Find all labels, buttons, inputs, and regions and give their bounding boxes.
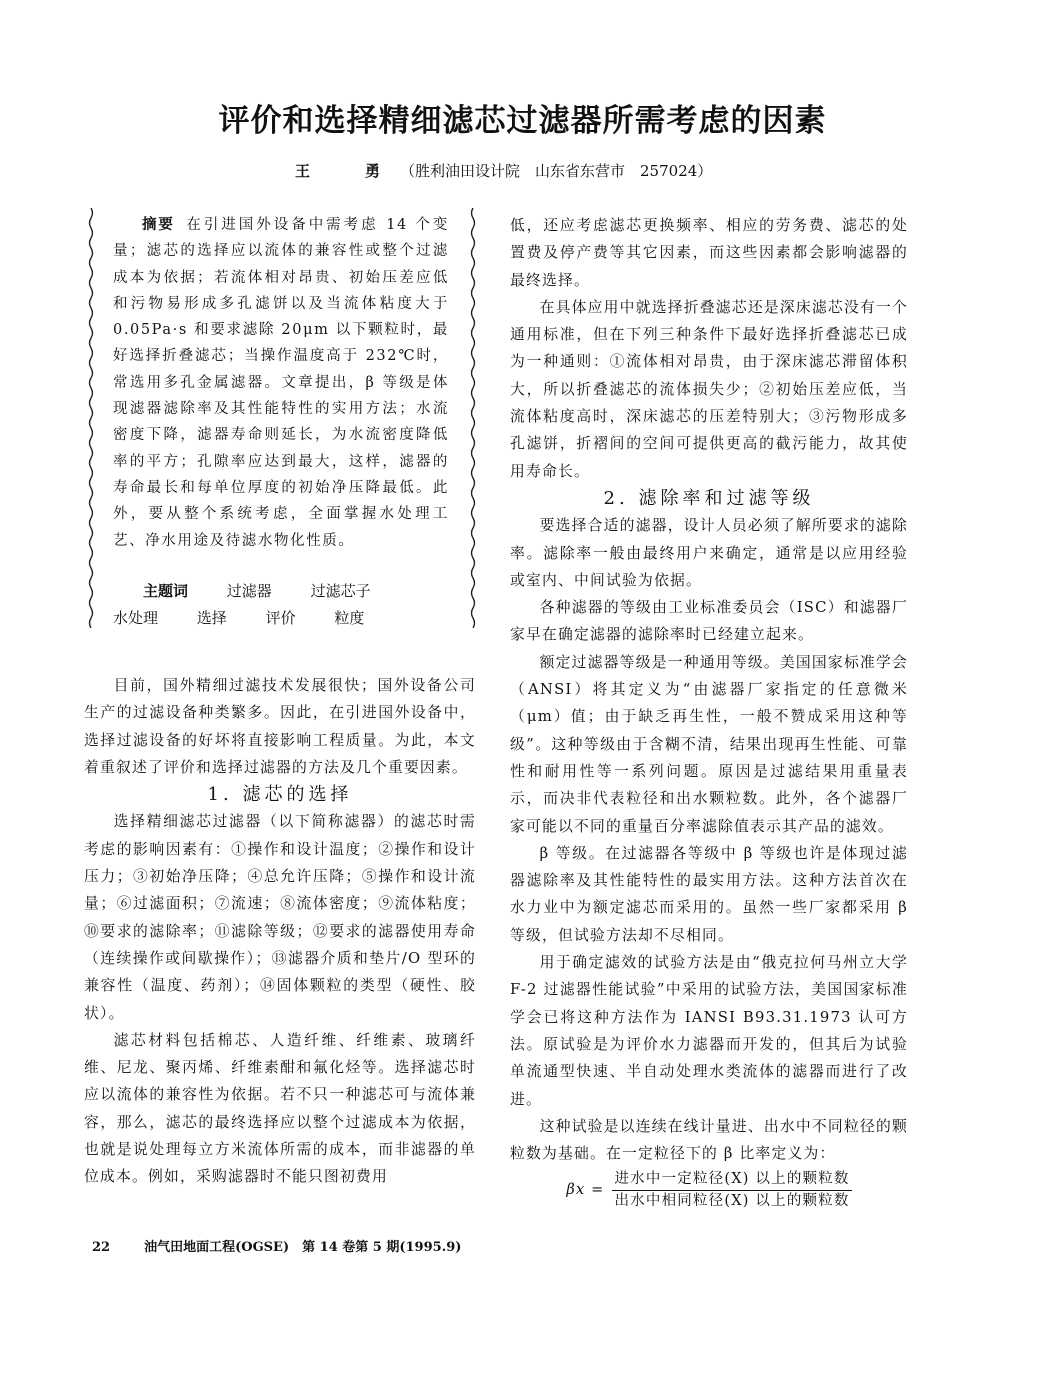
abstract-text xyxy=(113,212,449,554)
paragraph: 滤芯材料包括棉芯、人造纤维、纤维素、玻璃纤维、尼龙、聚丙烯、纤维素酣和氟化烃等。选择滤芯时应以流体的兼容性为依据。若不只一种滤芯可与流体兼容，那么，滤芯的最终选择应以整个过滤成本为依据，也就是说处理每立方米流体所需的成本，而非滤器的单位成本。例如，采购滤器时不能只图初费用 xyxy=(84,1031,476,1186)
formula-numerator: 进水中一定粒径(X) 以上的颗粒数 xyxy=(612,1169,851,1191)
paragraph: 各种滤器的等级由工业标准委员会（ISC）和滤器厂家早在确定滤器的滤除率时已经建立起来。 xyxy=(510,599,908,644)
section-1-heading: 1. 滤芯的选择 xyxy=(207,784,353,806)
keyword: 水处理 xyxy=(113,609,159,627)
keyword: 过滤器 xyxy=(226,582,272,600)
keywords xyxy=(113,578,453,632)
keyword: 评价 xyxy=(265,609,296,627)
intro-paragraph: 目前，国外精细过滤技术发展很快；国外设备公司生产的过滤设备种类繁多。因此，在引进国外设备中，选择过滤设备的好坏将直接影响工程质量。为此，本文着重叙述了评价和选择过滤器的方法及几个重要因素。 xyxy=(84,677,476,776)
section-2-heading: 2. 滤除率和过滤等级 xyxy=(603,487,815,509)
formula-lhs: βx = xyxy=(566,1182,605,1199)
formula-denominator: 出水中相同粒径(X) 以上的颗粒数 xyxy=(614,1193,850,1210)
keyword: 选择 xyxy=(196,609,227,627)
keyword: 粒度 xyxy=(334,609,365,627)
paragraph: 额定过滤器等级是一种通用等级。美国国家标准学会（ANSI）将其定义为“由滤器厂家指定的任意微米（μm）值；由于缺乏再生性，一般不赞成采用这种等级”。这种等级由于含糊不清，结果出现再生性能、可靠性和耐用性等一系列问题。原因是过滤结果用重量表示，而决非代表粒径和出水颗粒数。此外，各个滤器厂家可能以不同的重量百分率滤除值表示其产品的滤效。 xyxy=(510,653,908,835)
paragraph: β 等级。在过滤器各等级中 β 等级也许是体现过滤器滤除率及其性能特性的最实用方法。这种方法首次在水力业中为额定滤芯而采用的。虽然一些厂家都采用 β 等级，但试验方法却不尽相同。 xyxy=(510,844,908,944)
abstract-label: 摘要 xyxy=(142,217,175,233)
formula-fraction xyxy=(612,1169,851,1212)
paragraph-continued: 低，还应考虑滤芯更换频率、相应的劳务费、滤芯的处置费及停产费等其它因素，而这些因素都会影响滤器的最终选择。 xyxy=(510,217,908,289)
abstract-left-border xyxy=(87,208,95,628)
abstract-box xyxy=(93,208,467,628)
paragraph: 这种试验是以连续在线计量进、出水中不同粒径的颗粒数为基础。在一定粒径下的 β 比率定义为： xyxy=(510,1117,908,1163)
paragraph: 选择精细滤芯过滤器（以下简称滤器）的滤芯时需考虑的影响因素有：①操作和设计温度；②操作和设计压力；③初始净压降；④总允许压降；⑤操作和设计流量；⑥过滤面积；⑦流速；⑧流体密度；⑨流体粘度；⑩要求的滤除率；⑪滤除等级；⑫要求的滤器使用寿命（连续操作或间歇操作）；⑬滤器介质和垫片/O 型环的兼容性（温度、药剂）；⑭固体颗粒的类型（硬性、胶状）。 xyxy=(84,813,476,1022)
paper-title: 评价和选择精细滤芯过滤器所需考虑的因素 xyxy=(218,103,827,139)
paragraph: 要选择合适的滤器，设计人员必须了解所要求的滤除率。滤除率一般由最终用户来确定，通常是以应用经验或室内、中间试验为依据。 xyxy=(510,517,908,589)
right-column xyxy=(510,212,908,1212)
keywords-line-2 xyxy=(113,605,453,632)
paragraph: 用于确定滤效的试验方法是由“俄克拉何马州立大学 F-2 过滤器性能试验”中采用的试验方法，美国国家标准学会已将这种方法作为 IANSI B93.31.1973 认可方法。原试验是为评价水力滤器而开发的，但其后为试验单流通型快速、半自动处理水类流体的滤器而进行了改进。 xyxy=(510,954,908,1108)
abstract-body: 在引进国外设备中需考虑 14 个变量；滤芯的选择应以流体的兼容性或整个过滤成本为依据；若流体相对昂贵、初始压差应低和污物易形成多孔滤饼以及当流体粘度大于 0.05Pa·s 和要求滤除 20μm 以下颗粒时，最好选择折叠滤芯；当操作温度高于 232℃时，常选用多孔金属滤器。文章提出，β 等级是体现滤器滤除率及其性能特性的实用方法；水流密度下降，滤器寿命则延长，为水流密度降低率的平方；孔隙率应达到最大，这样，滤器的寿命最长和每单位厚度的初始净压降最低。此外，要从整个系统考虑，全面掌握水处理工艺、净水用途及待滤水物化性质。 xyxy=(113,217,450,549)
author-line xyxy=(295,160,712,181)
keyword: 过滤芯子 xyxy=(310,582,371,600)
page-number: 22 xyxy=(92,1240,111,1255)
keywords-line-1 xyxy=(113,578,453,605)
page-footer xyxy=(92,1236,461,1255)
abstract-right-border xyxy=(469,208,477,628)
journal-citation: 油气田地面工程(OGSE) 第 14 卷第 5 期(1995.9) xyxy=(144,1240,462,1255)
author-affiliation: （胜利油田设计院 山东省东营市 257024） xyxy=(400,162,713,180)
author-name: 王 勇 xyxy=(295,162,401,180)
paragraph: 在具体应用中就选择折叠滤芯还是深床滤芯没有一个通用标准，但在下列三种条件下最好选择折叠滤芯已成为一种通则：①流体相对昂贵，由于深床滤芯滞留体积大，所以折叠滤芯的流体损失少；②初始压差应低，当流体粘度高时，深床滤芯的压差特别大；③污物形成多孔滤饼，折褶间的空间可提供更高的截污能力，故其使用寿命长。 xyxy=(510,298,908,480)
left-column xyxy=(84,672,476,1191)
beta-ratio-formula xyxy=(510,1169,908,1212)
keywords-label: 主题词 xyxy=(143,582,189,600)
